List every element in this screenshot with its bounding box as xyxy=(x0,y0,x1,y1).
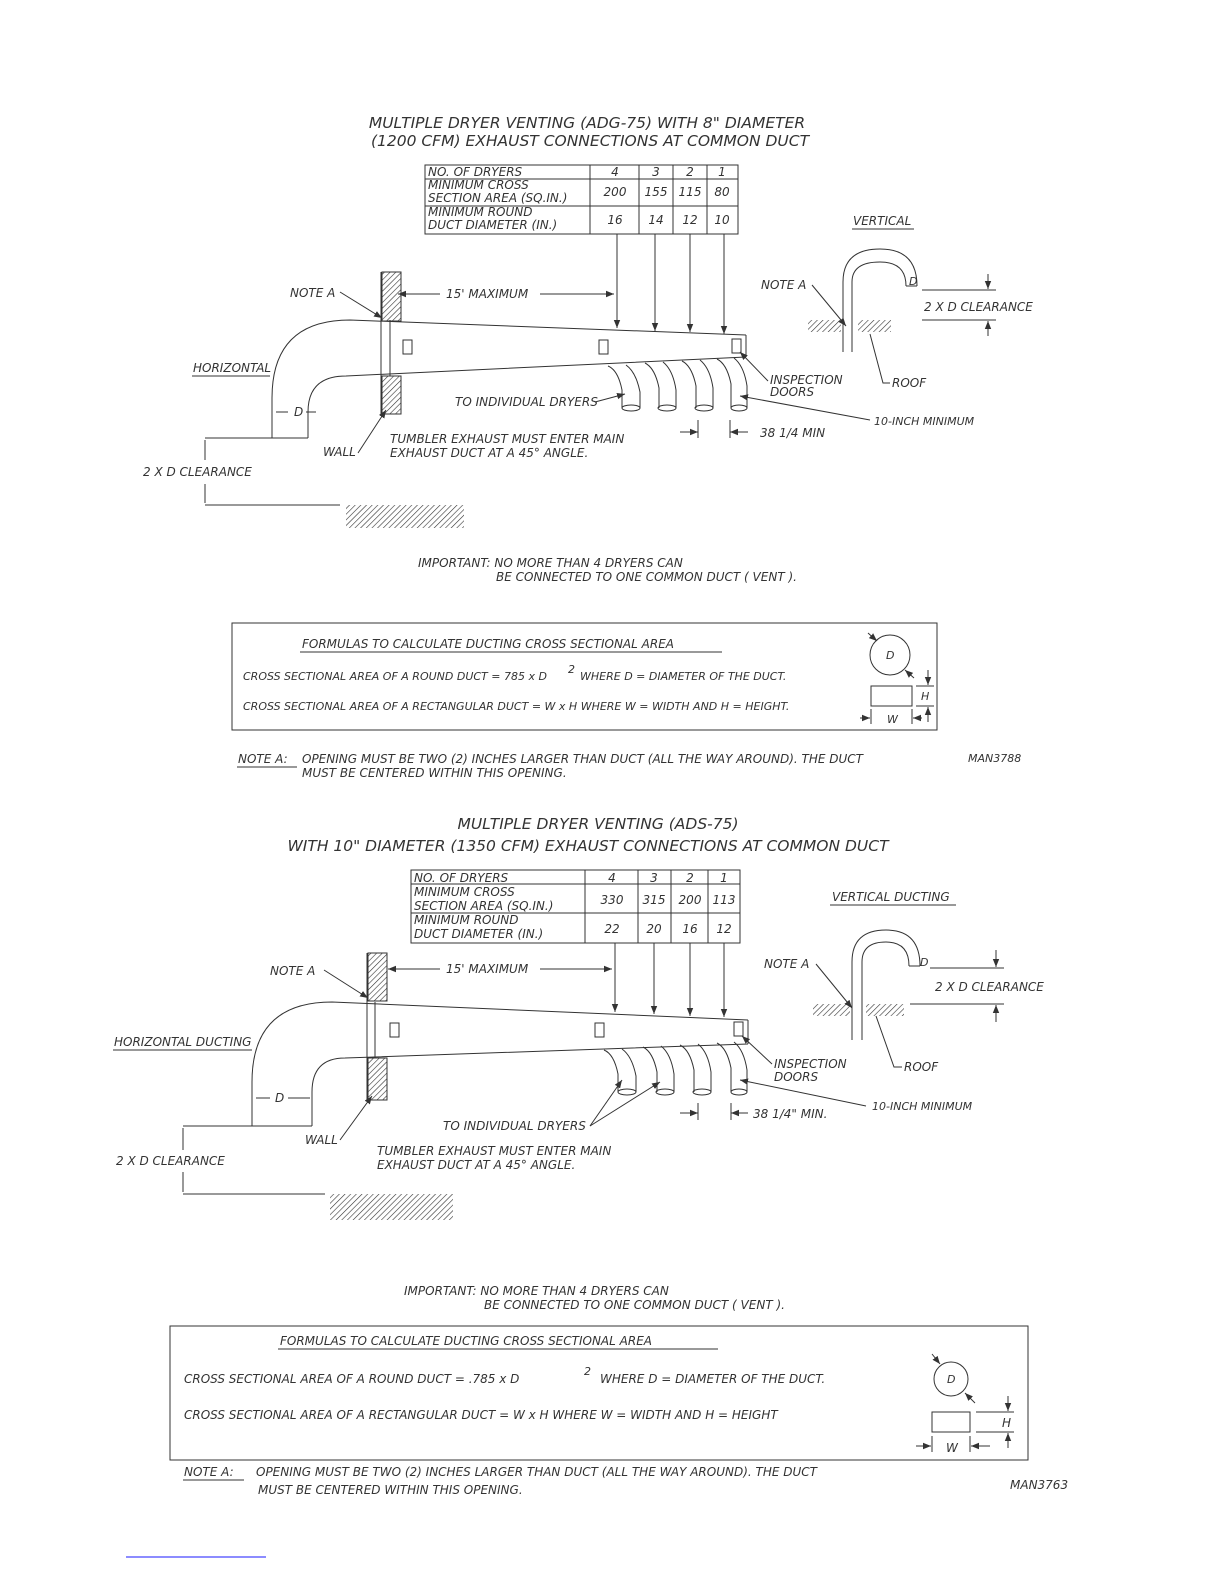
diagram2-d-vertical: D xyxy=(920,956,929,969)
diagram2-area-1: 113 xyxy=(712,893,736,907)
diagram1-tumbler-a: TUMBLER EXHAUST MUST ENTER MAIN xyxy=(390,432,625,446)
diagram2-area-4: 330 xyxy=(600,893,624,907)
diagram1-formulas-title: FORMULAS TO CALCULATE DUCTING CROSS SECTIONAL AREA xyxy=(302,637,674,651)
diagram2-formula-h: H xyxy=(1002,1416,1012,1430)
diagram1-note-a-line1: OPENING MUST BE TWO (2) INCHES LARGER THAN DUCT (ALL THE WAY AROUND). THE DUCT xyxy=(302,752,863,766)
diagram1-to-dryers: TO INDIVIDUAL DRYERS xyxy=(455,395,598,409)
diagram1-wall-label: WALL xyxy=(323,445,356,459)
diagram2-inspection-doors-b: DOORS xyxy=(774,1070,819,1084)
diagram2-wall-label: WALL xyxy=(305,1133,338,1147)
diagram2-important-b: BE CONNECTED TO ONE COMMON DUCT ( VENT ). xyxy=(484,1298,785,1312)
diagram1-table-row3-label-b: DUCT DIAMETER (IN.) xyxy=(428,218,558,232)
diagram1-area-4: 200 xyxy=(603,185,627,199)
diagram1-formulas-box xyxy=(232,623,937,730)
diagram1-diameter-3: 14 xyxy=(648,213,664,227)
diagram1-table-row3-label-a: MINIMUM ROUND xyxy=(428,205,533,219)
diagram1-dryers-1: 1 xyxy=(718,165,726,179)
diagram1-d-label: D xyxy=(294,405,304,419)
diagram2-area-2: 200 xyxy=(678,893,702,907)
diagram1-formula-w: W xyxy=(887,713,898,726)
diagram2-clearance-vertical: 2 X D CLEARANCE xyxy=(935,980,1044,994)
diagram2-diameter-4: 22 xyxy=(604,922,620,936)
diagram1-table-row1-label: NO. OF DRYERS xyxy=(428,165,523,179)
diagram2-title-line2: WITH 10" DIAMETER (1350 CFM) EXHAUST CONNECTIONS AT COMMON DUCT xyxy=(287,837,889,855)
diagram1-formula-d: D xyxy=(886,649,895,662)
diagram1-wall xyxy=(382,272,401,321)
diagram1-vertical-label: VERTICAL xyxy=(853,214,912,228)
diagram2-table-row1-label: NO. OF DRYERS xyxy=(414,871,509,885)
diagram2-dryers-2: 2 xyxy=(686,871,694,885)
diagram2-title-line1: MULTIPLE DRYER VENTING (ADS-75) xyxy=(457,815,739,833)
diagram1-dryers-4: 4 xyxy=(611,165,619,179)
diagram1-tumbler-b: EXHAUST DUCT AT A 45° ANGLE. xyxy=(390,446,589,460)
diagram2-tumbler-a: TUMBLER EXHAUST MUST ENTER MAIN xyxy=(377,1144,612,1158)
diagram1-note-a: NOTE A xyxy=(290,286,336,300)
diagram2-note-a-vertical: NOTE A xyxy=(764,957,810,971)
diagram1-formula-h: H xyxy=(921,690,930,703)
diagram2-vertical-detail xyxy=(764,890,1044,1074)
diagram1-inspection-doors-a: INSPECTION xyxy=(770,373,843,387)
diagram2-table-arrows xyxy=(615,943,724,1017)
diagram2-table-row2-label-a: MINIMUM CROSS xyxy=(414,885,515,899)
diagram2-table-row3-label-a: MINIMUM ROUND xyxy=(414,913,519,927)
diagram1-roof-label: ROOF xyxy=(892,376,927,390)
diagram1-inspection-doors-b: DOORS xyxy=(770,385,815,399)
diagram2-diameter-3: 20 xyxy=(646,922,662,936)
diagram2-wall xyxy=(368,953,387,1001)
diagram2-ref: MAN3763 xyxy=(1010,1478,1069,1492)
diagram1-diameter-1: 10 xyxy=(714,213,730,227)
diagram1-important-a: IMPORTANT: NO MORE THAN 4 DRYERS CAN xyxy=(418,556,683,570)
diagram-adg-75 xyxy=(143,114,1033,780)
diagram2-inspection-doors-a: INSPECTION xyxy=(774,1057,847,1071)
diagram2-dryers-1: 1 xyxy=(720,871,728,885)
diagram2-formulas-title: FORMULAS TO CALCULATE DUCTING CROSS SECTIONAL AREA xyxy=(280,1334,652,1348)
diagram2-area-3: 315 xyxy=(642,893,666,907)
diagram1-main-duct xyxy=(272,320,746,438)
diagram1-dryers-3: 3 xyxy=(652,165,660,179)
diagram1-formula-round-a: CROSS SECTIONAL AREA OF A ROUND DUCT = 785 x D xyxy=(243,670,547,683)
diagram1-formula-rect: CROSS SECTIONAL AREA OF A RECTANGULAR DUCT = W x H WHERE W = WIDTH AND H = HEIGHT. xyxy=(243,700,790,713)
diagram1-area-3: 155 xyxy=(644,185,668,199)
diagram2-formula-d: D xyxy=(947,1373,956,1386)
diagram2-to-dryers: TO INDIVIDUAL DRYERS xyxy=(443,1119,586,1133)
diagram1-table-row2-label-b: SECTION AREA (SQ.IN.) xyxy=(428,191,568,205)
diagram2-duct-table xyxy=(411,870,740,943)
diagram1-table-arrows xyxy=(617,234,724,334)
diagram2-table-row2-label-b: SECTION AREA (SQ.IN.) xyxy=(414,899,554,913)
diagram2-dryers-4: 4 xyxy=(608,871,616,885)
diagram1-title-line1: MULTIPLE DRYER VENTING (ADG-75) WITH 8" DIAMETER xyxy=(368,114,806,132)
diagram1-formula-round-sup: 2 xyxy=(568,663,575,676)
diagram1-area-1: 80 xyxy=(714,185,730,199)
diagram1-important-b: BE CONNECTED TO ONE COMMON DUCT ( VENT ). xyxy=(496,570,797,584)
diagram1-table-row2-label-a: MINIMUM CROSS xyxy=(428,178,529,192)
diagram1-area-2: 115 xyxy=(678,185,702,199)
diagram2-formula-round-b: WHERE D = DIAMETER OF THE DUCT. xyxy=(600,1372,826,1386)
diagram1-dryer-pipes xyxy=(608,358,747,411)
diagram1-horizontal-label: HORIZONTAL xyxy=(193,361,272,375)
diagram1-vertical-detail xyxy=(761,214,1033,390)
diagram2-formula-rect: CROSS SECTIONAL AREA OF A RECTANGULAR DUCT = W x H WHERE W = WIDTH AND H = HEIGHT xyxy=(184,1408,778,1422)
diagram2-clearance-horizontal: 2 X D CLEARANCE xyxy=(116,1154,225,1168)
diagram2-max-length: 15' MAXIMUM xyxy=(446,962,529,976)
diagram2-note-a-line1: OPENING MUST BE TWO (2) INCHES LARGER THAN DUCT (ALL THE WAY AROUND). THE DUCT xyxy=(256,1465,817,1479)
diagram-ads-75 xyxy=(113,815,1068,1497)
diagram2-dryers-3: 3 xyxy=(650,871,658,885)
diagram1-title-line2: (1200 CFM) EXHAUST CONNECTIONS AT COMMON DUCT xyxy=(370,132,810,150)
diagram2-floor xyxy=(330,1194,453,1220)
diagram1-dryers-2: 2 xyxy=(686,165,694,179)
diagram1-max-length: 15' MAXIMUM xyxy=(446,287,529,301)
diagram1-floor xyxy=(346,505,464,528)
diagram1-note-a-vertical: NOTE A xyxy=(761,278,807,292)
diagram1-diameter-2: 12 xyxy=(682,213,698,227)
diagram2-dryer-pipes xyxy=(604,1042,747,1095)
diagram2-formula-round-a: CROSS SECTIONAL AREA OF A ROUND DUCT = .785 x D xyxy=(184,1372,520,1386)
diagram1-ref: MAN3788 xyxy=(968,752,1022,765)
diagram1-clearance-vertical: 2 X D CLEARANCE xyxy=(924,300,1033,314)
diagram1-ten-inch: 10-INCH MINIMUM xyxy=(874,415,975,428)
diagram2-note-a-line2: MUST BE CENTERED WITHIN THIS OPENING. xyxy=(258,1483,523,1497)
diagram2-roof-label: ROOF xyxy=(904,1060,939,1074)
diagram2-formula-round-sup: 2 xyxy=(584,1365,591,1378)
diagram2-ten-inch: 10-INCH MINIMUM xyxy=(872,1100,973,1113)
diagram2-formula-w: W xyxy=(946,1441,958,1455)
diagram1-duct-table xyxy=(425,165,738,234)
diagram1-note-a-line2: MUST BE CENTERED WITHIN THIS OPENING. xyxy=(302,766,567,780)
diagram2-horizontal-label: HORIZONTAL DUCTING xyxy=(114,1035,252,1049)
diagram2-spacing: 38 1/4" MIN. xyxy=(753,1107,828,1121)
diagram1-formula-round-b: WHERE D = DIAMETER OF THE DUCT. xyxy=(580,670,787,683)
diagram2-diameter-1: 12 xyxy=(716,922,732,936)
diagram1-diameter-4: 16 xyxy=(607,213,623,227)
diagram2-main-duct xyxy=(252,1002,748,1126)
diagram2-vertical-label: VERTICAL DUCTING xyxy=(832,890,950,904)
diagram1-clearance-horizontal: 2 X D CLEARANCE xyxy=(143,465,252,479)
diagram2-note-a-label: NOTE A: xyxy=(184,1465,234,1479)
diagram2-important-a: IMPORTANT: NO MORE THAN 4 DRYERS CAN xyxy=(404,1284,669,1298)
diagram1-spacing: 38 1/4 MIN xyxy=(760,426,826,440)
diagram2-d-label: D xyxy=(275,1091,285,1105)
diagram2-formulas-box xyxy=(170,1326,1028,1460)
diagram1-d-vertical: D xyxy=(909,275,918,288)
diagram2-tumbler-b: EXHAUST DUCT AT A 45° ANGLE. xyxy=(377,1158,576,1172)
diagram2-note-a: NOTE A xyxy=(270,964,316,978)
diagram2-table-row3-label-b: DUCT DIAMETER (IN.) xyxy=(414,927,544,941)
diagram2-diameter-2: 16 xyxy=(682,922,698,936)
diagram1-note-a-label: NOTE A: xyxy=(238,752,288,766)
